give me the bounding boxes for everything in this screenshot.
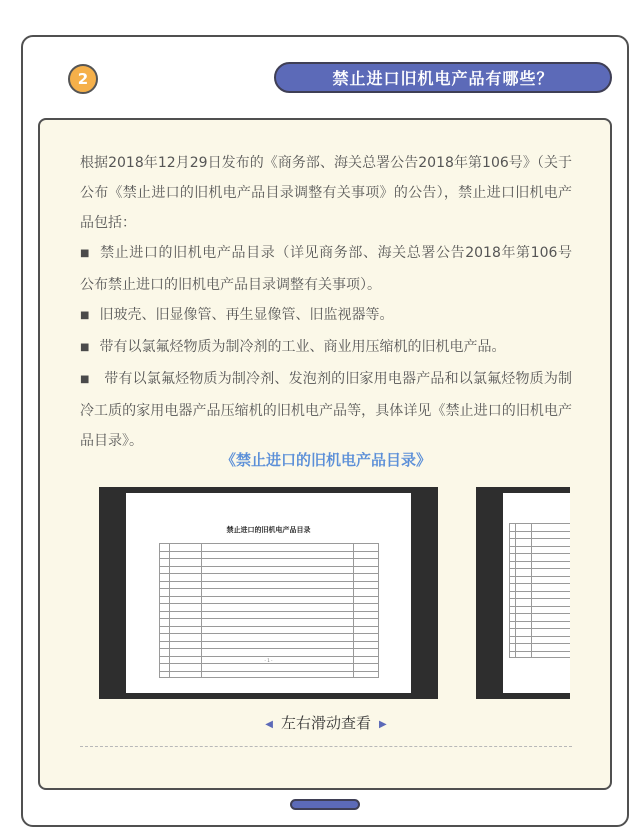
document-table-cell (169, 597, 201, 604)
document-table-cell (353, 664, 379, 671)
carousel-slide[interactable] (99, 487, 438, 699)
document-table-row (509, 561, 570, 569)
document-table-row (159, 626, 379, 634)
document-table-cell (515, 569, 531, 576)
document-table-cell (201, 559, 353, 566)
document-table-cell (159, 649, 169, 656)
square-bullet-icon: ■ (80, 374, 90, 385)
document-table-row (159, 596, 379, 604)
document-page-image (126, 493, 411, 693)
document-table-cell (353, 627, 379, 634)
document-table-cell (515, 614, 531, 621)
document-table-cell (515, 599, 531, 606)
section-title: 禁止进口旧机电产品有哪些？ (274, 62, 612, 93)
document-table-cell (515, 539, 531, 546)
document-table-cell (353, 604, 379, 611)
document-table-row (159, 573, 379, 581)
document-page-image (503, 493, 570, 693)
document-table-cell (201, 552, 353, 559)
document-table-row (509, 613, 570, 621)
document-table-cell (353, 567, 379, 574)
document-table-row (509, 531, 570, 539)
document-table-cell (531, 644, 570, 651)
document-table-row (509, 538, 570, 546)
document-table-cell (531, 562, 570, 569)
document-table-row (509, 636, 570, 644)
document-table-cell (169, 559, 201, 566)
document-table-cell (515, 562, 531, 569)
document-table-cell (169, 634, 201, 641)
carousel-slide[interactable] (476, 487, 570, 699)
document-table-cell (353, 612, 379, 619)
document-table-cell (515, 607, 531, 614)
document-table-cell (169, 649, 201, 656)
list-item: ■ 带有以氯氟烃物质为制冷剂的工业、商业用压缩机的旧机电产品。 (80, 339, 506, 355)
document-table-row (509, 523, 570, 531)
document-table-cell (201, 567, 353, 574)
document-table-row (509, 643, 570, 651)
document-table-cell (201, 619, 353, 626)
square-bullet-icon: ■ (80, 310, 90, 321)
document-table-cell (159, 597, 169, 604)
document-table-cell (531, 607, 570, 614)
document-table-row (159, 588, 379, 596)
triangle-right-icon: ▶ (379, 719, 387, 730)
document-table-cell (531, 584, 570, 591)
document-table-row (159, 551, 379, 559)
document-table-cell (515, 644, 531, 651)
document-table-cell (201, 627, 353, 634)
document-table-row (509, 568, 570, 576)
document-table-cell (159, 567, 169, 574)
document-table-row (509, 621, 570, 629)
document-table-row (159, 581, 379, 589)
document-table-cell (531, 629, 570, 636)
document-table-row (509, 583, 570, 591)
document-table-cell (159, 604, 169, 611)
intro-paragraph: 根据2018年12月29日发布的《商务部、海关总署公告2018年第106号》（关于公布《禁止进口的旧机电产品目录调整有关事项》的公告），禁止进口旧机电产品包括： (80, 155, 572, 231)
list-item: ■ 带有以氯氟烃物质为制冷剂、发泡剂的旧家用电器产品和以氯氟烃物质为制冷工质的家用电器产品压缩机的旧机电产品等，具体详见《禁止进口的旧机电产品目录》。 (80, 371, 573, 449)
document-table-cell (515, 532, 531, 539)
document-table-row (159, 648, 379, 656)
document-table-cell (531, 592, 570, 599)
document-table-cell (353, 672, 379, 678)
document-table-cell (201, 574, 353, 581)
document-table-cell (201, 597, 353, 604)
document-table-cell (201, 672, 353, 678)
document-table-cell (515, 637, 531, 644)
document-table-cell (353, 649, 379, 656)
document-table-cell (531, 652, 570, 658)
document-heading: 禁止进口的旧机电产品目录 (226, 525, 311, 534)
step-number-badge: 2 (68, 64, 98, 94)
document-table-cell (159, 544, 169, 551)
document-table-row (159, 566, 379, 574)
document-table-cell (531, 622, 570, 629)
document-table-cell (531, 547, 570, 554)
document-table-cell (531, 554, 570, 561)
document-table-cell (169, 612, 201, 619)
document-table-cell (531, 539, 570, 546)
document-table-row (159, 671, 379, 679)
document-table-row (509, 553, 570, 561)
document-table-row (159, 663, 379, 671)
square-bullet-icon: ■ (80, 342, 90, 353)
document-table-cell (515, 584, 531, 591)
document-table-cell (169, 627, 201, 634)
document-table-cell (201, 649, 353, 656)
document-table-cell (169, 619, 201, 626)
document-table-cell (531, 524, 570, 531)
document-table (509, 523, 570, 658)
document-table-cell (169, 604, 201, 611)
document-table-cell (159, 634, 169, 641)
document-table-cell (159, 672, 169, 678)
document-table-cell (169, 642, 201, 649)
document-table-cell (159, 589, 169, 596)
document-table-cell (515, 592, 531, 599)
document-table-cell (515, 554, 531, 561)
document-table-cell (201, 642, 353, 649)
document-table-cell (169, 574, 201, 581)
bottom-handle (290, 799, 360, 810)
document-table-cell (169, 589, 201, 596)
document-table-cell (353, 634, 379, 641)
document-table-row (509, 628, 570, 636)
document-table-cell (515, 629, 531, 636)
list-item: ■ 禁止进口的旧机电产品目录（详见商务部、海关总署公告2018年第106号 公布禁止进口的旧机电产品目录调整有关事项）。 (80, 245, 572, 293)
catalog-title: 《禁止进口的旧机电产品目录》 (220, 451, 431, 469)
document-table-cell (201, 589, 353, 596)
swipe-hint: ◀ 左右滑动查看 ▶ (265, 714, 387, 732)
document-table-cell (159, 619, 169, 626)
document-table-cell (159, 582, 169, 589)
document-table-cell (531, 599, 570, 606)
image-carousel[interactable] (99, 487, 570, 699)
document-table-cell (353, 619, 379, 626)
document-table-cell (159, 627, 169, 634)
document-table-cell (353, 582, 379, 589)
triangle-left-icon: ◀ (265, 719, 273, 730)
document-table-cell (201, 664, 353, 671)
document-table-cell (159, 552, 169, 559)
document-table-cell (531, 637, 570, 644)
document-table-cell (159, 642, 169, 649)
document-table-cell (159, 559, 169, 566)
document-table-cell (515, 577, 531, 584)
document-table-cell (531, 577, 570, 584)
document-table-cell (169, 552, 201, 559)
document-table-cell (169, 544, 201, 551)
document-table-cell (201, 634, 353, 641)
document-table-cell (201, 612, 353, 619)
document-table-row (509, 598, 570, 606)
document-table-cell (353, 574, 379, 581)
dashed-divider (80, 746, 572, 747)
document-table-row (509, 576, 570, 584)
document-table-row (159, 611, 379, 619)
document-table-cell (169, 567, 201, 574)
square-bullet-icon: ■ (80, 248, 91, 259)
document-table-row (509, 651, 570, 659)
document-table-cell (353, 544, 379, 551)
document-table-cell (159, 574, 169, 581)
document-table-cell (515, 524, 531, 531)
document-table-cell (159, 664, 169, 671)
document-table-cell (531, 532, 570, 539)
document-table-cell (353, 589, 379, 596)
document-table-row (159, 543, 379, 551)
document-table-cell (515, 622, 531, 629)
document-table-row (509, 546, 570, 554)
document-table-cell (353, 642, 379, 649)
document-table-cell (353, 559, 379, 566)
document-table-row (159, 633, 379, 641)
document-table-cell (201, 544, 353, 551)
document-table-row (159, 641, 379, 649)
document-table-row (159, 558, 379, 566)
document-table-cell (169, 582, 201, 589)
list-item: ■ 旧玻壳、旧显像管、再生显像管、旧监视器等。 (80, 307, 394, 323)
document-table-cell (353, 597, 379, 604)
document-table-cell (531, 569, 570, 576)
content-text (80, 148, 572, 456)
document-table-row (159, 618, 379, 626)
document-table-row (159, 603, 379, 611)
document-table-cell (515, 547, 531, 554)
page-number: - 1 - (264, 658, 273, 663)
document-table-cell (353, 552, 379, 559)
document-table-cell (159, 612, 169, 619)
document-table-cell (169, 664, 201, 671)
document-table-cell (201, 604, 353, 611)
document-table-row (509, 606, 570, 614)
document-table-row (509, 591, 570, 599)
document-table-cell (201, 582, 353, 589)
document-table-cell (531, 614, 570, 621)
document-table-cell (169, 672, 201, 678)
document-table-cell (515, 652, 531, 658)
